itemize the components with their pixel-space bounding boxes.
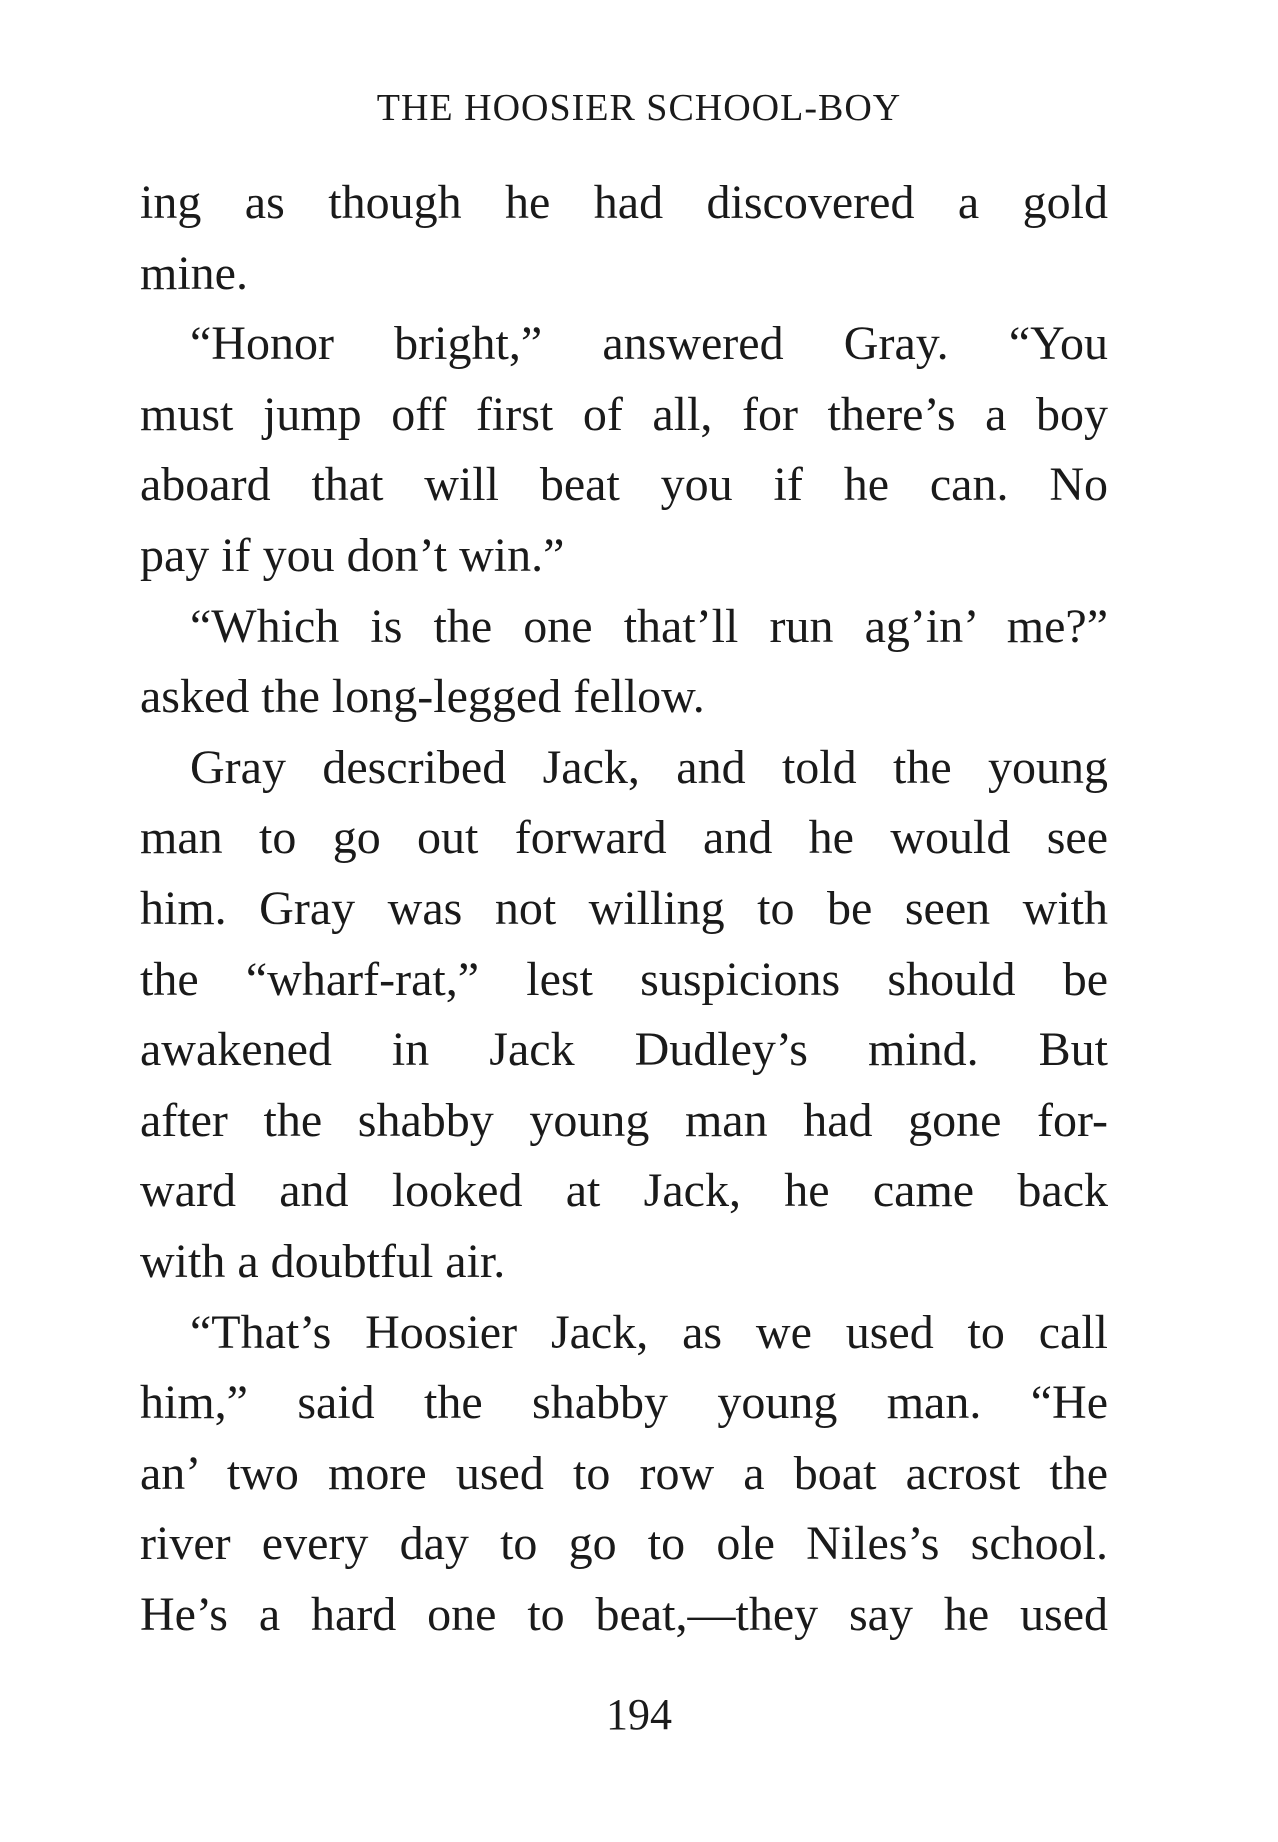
text-line: after the shabby young man had gone for- (140, 1093, 1108, 1147)
text-line: aboard that will beat you if he can. No (140, 458, 1108, 512)
text-line: asked the long-legged fellow. (140, 670, 705, 724)
text-line: ing as though he had discovered a gold (140, 176, 1108, 229)
body-text (140, 168, 1108, 1650)
text-line: mine. (140, 246, 248, 300)
text-line: river every day to go to ole Niles’s school. (140, 1517, 1108, 1571)
page-number: 194 (606, 1690, 672, 1739)
text-line: an’ two more used to row a boat acrost the (140, 1446, 1108, 1500)
text-line: must jump off first of all, for there’s a boy (140, 387, 1108, 441)
text-line: man to go out forward and he would see (140, 811, 1108, 865)
text-line: awakened in Jack Dudley’s mind. But (140, 1023, 1108, 1077)
text-line: the “wharf-rat,” lest suspicions should be (140, 952, 1108, 1006)
text-line: He’s a hard one to beat,—they say he used (140, 1587, 1108, 1641)
running-head: THE HOOSIER SCHOOL-BOY (376, 87, 902, 129)
text-line: “Which is the one that’ll run ag’in’ me?” (190, 599, 1108, 653)
text-line: with a doubtful air. (140, 1234, 506, 1288)
text-line: “That’s Hoosier Jack, as we used to call (190, 1305, 1108, 1359)
text-line: him,” said the shabby young man. “He (140, 1376, 1108, 1430)
text-line: ward and looked at Jack, he came back (140, 1164, 1108, 1218)
text-line: “Honor bright,” answered Gray. “You (190, 317, 1108, 371)
text-line: Gray described Jack, and told the young (190, 740, 1108, 794)
text-line: pay if you don’t win.” (140, 528, 565, 582)
text-line: him. Gray was not willing to be seen with (140, 881, 1108, 935)
